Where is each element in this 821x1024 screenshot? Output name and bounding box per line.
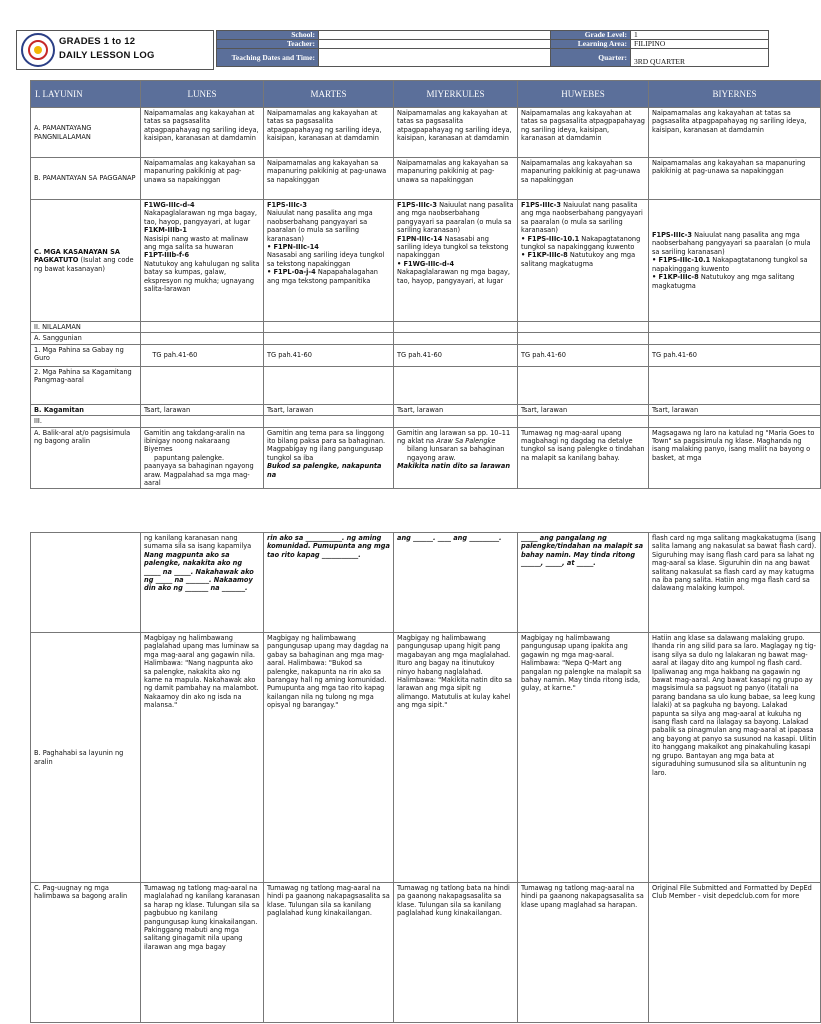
teaching-dates-field[interactable] [319, 49, 551, 67]
cell-mon [141, 427, 264, 489]
kasanayan-title: C. MGA KASANAYAN SA PAGKATUTO [34, 247, 120, 265]
competency-text: Natutukoy ang kahulugan ng salita batay sa kumpas, galaw, ekspresyon ng mukha; ugnayang salita-larawan [144, 259, 262, 294]
title-line-2: DAILY LESSON LOG [59, 50, 155, 61]
thursday-header: HUWEBES [518, 81, 649, 108]
cell-mon [141, 322, 264, 333]
competency-code: • F1PL-0a-j-4 [267, 268, 316, 277]
cell-fri: flash card ng mga salitang magkakatugma (isang salita lamang ang nakasulat sa bawat flash card). Siguruhing may isang flash card para sa lahat ng mag-aaral sa klase. Siguruhin din na ang bawat salitang nakasulat sa flash card ay may katugma na iba pang salita. Hatiin ang mga flash card sa dalawang malaking kumpol. [649, 533, 821, 633]
cell-fri [649, 416, 821, 427]
table-row [31, 158, 821, 200]
lesson-log-table [30, 80, 821, 489]
cell-thu [518, 333, 649, 344]
cell-fri: Naipamamalas ang kakayahan sa mapanuring pakikinig at pag-unawa sa napakinggan [649, 158, 821, 200]
table-row [31, 200, 821, 322]
cell-tue: TG pah.41-60 [264, 344, 394, 366]
cell-thu: Naipamamalas ang kakayahan sa mapanuring pakikinig at pag-unawa sa napakinggan [518, 158, 649, 200]
wednesday-header: MIYERKULES [394, 81, 518, 108]
cell-thu [518, 200, 649, 322]
cell-text: Gamitin ang larawan sa pp. 10–11 ng aklat na [397, 428, 513, 446]
cell-mon: Naipamamalas ang kakayahan sa mapanuring pakikinig at pag-unawa sa napakinggan [141, 158, 264, 200]
cell-fri [649, 366, 821, 404]
table-row [31, 108, 821, 158]
cell-mon: Tsart, larawan [141, 404, 264, 415]
cell-thu: Naipamamalas ang kakayahan at tatas sa pagsasalita atpagpapahayag ng sariling ideya, kaisipan, karanasan at damdamin [518, 108, 649, 158]
book-title: Araw Sa Palengke [436, 437, 496, 446]
cell-fri [649, 200, 821, 322]
page-2 [0, 532, 817, 1024]
cell-text: Bukod sa palengke, nakapunta na [267, 462, 384, 479]
cell-wed: Naipamamalas ang kakayahan sa mapanuring pakikinig at pag-unawa sa napakinggan [394, 158, 518, 200]
competency-code: • F1PN-IIIc-14 [267, 243, 319, 252]
cell-wed [394, 200, 518, 322]
competency-text: Nakapagtatanong tungkol sa napakinggang kuwento [652, 256, 810, 273]
cell-tue [264, 416, 394, 427]
row-label-pamantayan-sa-pagganap: B. PAMANTAYAN SA PAGGANAP [31, 158, 141, 200]
learning-area-field[interactable]: FILIPINO [631, 40, 769, 49]
cell-thu: Magbigay ng halimbawang pangungusap upang ipakita ang gagawin ng mga mag-aaral. Halimbawa: "Nepa Q-Mart ang pangalan ng palengke na malapit sa bahay namin. May tinda ritong isda, gulay, at karne." [518, 633, 649, 883]
cell-thu: TG pah.41-60 [518, 344, 649, 366]
title-line-1: GRADES 1 to 12 [59, 36, 136, 47]
cell-text: ng kanilang karanasan nang sumama sila sa isang kapamilya [144, 534, 252, 551]
cell-mon [141, 366, 264, 404]
row-label-pag-uugnay: C. Pag-uugnay ng mga halimbawa sa bagong aralin [31, 883, 141, 1023]
competency-code: F1KM-IIIb-1 [144, 226, 187, 235]
teacher-field[interactable] [319, 40, 551, 49]
competency-code: F1PS-IIIc-3 [652, 231, 693, 240]
table-row [31, 366, 821, 404]
competency-code: F1PS-IIIc-3 [267, 201, 308, 209]
school-label: School: [217, 31, 319, 40]
grade-level-label: Grade Level: [551, 31, 631, 40]
table-row [31, 416, 821, 427]
competency-text: Natutukoy ang mga salitang magkatugma [652, 273, 797, 290]
competency-text: Naiuulat nang pasalita ang mga naobserbahang pangyayari sa paaralan (o mula sa sariling karanasan) [267, 209, 375, 243]
cell-wed: Naipamamalas ang kakayahan at tatas sa pagsasalita atpagpapahayag ng sariling ideya, kaisipan, karanasan at damdamin [394, 108, 518, 158]
table-row [31, 404, 821, 415]
cell-text: papuntang palengke. [154, 453, 225, 462]
kasanayan-note: (Isulat ang code ng bawat kasanayan) [34, 256, 134, 273]
row-label-gabay-ng-guro: 1. Mga Pahina sa Gabay ng Guro [31, 344, 141, 366]
competency-text: Nasisipi nang wasto at malinaw ang mga salita sa huwaran [144, 234, 251, 252]
competency-text: Nakapaglalarawan ng mga bagay, tao, hayop, pangyayari, at lugar [144, 209, 260, 226]
row-label-iii: III. [31, 416, 141, 427]
cell-mon [141, 200, 264, 322]
cell-wed [394, 322, 518, 333]
cell-wed: Tumawag ng tatlong bata na hindi pa gaanong nakapagsasalita sa klase. Tulungan sila sa kanilang paglalahad kung kinakailangan. [394, 883, 518, 1023]
cell-fri [649, 322, 821, 333]
cell-fri: Tsart, larawan [649, 404, 821, 415]
day-header-row [31, 81, 821, 108]
competency-text: Napapahalagahan ang mga tekstong pampanitika [267, 268, 381, 285]
cell-wed [394, 416, 518, 427]
cell-tue: Tumawag ng tatlong mag-aaral na hindi pa gaanong nakapagsasalita sa klase. Tulungan sila sa kanilang paglalahad kung kinakailangan. [264, 883, 394, 1023]
row-label-kagamitang-pangmag-aaral: 2. Mga Pahina sa Kagamitang Pangmag-aaral [31, 366, 141, 404]
row-label-kagamitan: B. Kagamitan [31, 404, 141, 415]
cell-wed [394, 333, 518, 344]
deped-seal-icon [21, 33, 55, 67]
cell-wed: ang ______. ____ ang _________. [394, 533, 518, 633]
teacher-label: Teacher: [217, 40, 319, 49]
cell-text: bilang lunsaran sa bahaginan ngayong araw. [407, 445, 507, 462]
competency-code: F1PS-IIIc-3 [521, 201, 562, 209]
row-label-sanggunian: A. Sanggunian [31, 333, 141, 344]
cell-thu: Tsart, larawan [518, 404, 649, 415]
cell-mon: TG pah.41-60 [141, 344, 264, 366]
table-row [31, 322, 821, 333]
competency-text: Nasasabi ang sariling ideya tungkol sa tekstong napakinggan [397, 234, 511, 260]
row-label-paghahabi: B. Paghahabi sa layunin ng aralin [31, 633, 141, 883]
competency-text: Natutukoy ang mga salitang magkatugma [521, 251, 638, 268]
row-label-empty [31, 533, 141, 633]
cell-tue: Naipamamalas ang kakayahan sa mapanuring pakikinig at pag-unawa sa napakinggan [264, 158, 394, 200]
cell-tue [264, 200, 394, 322]
learning-area-label: Learning Area: [551, 40, 631, 49]
friday-header: BIYERNES [649, 81, 821, 108]
cell-text: Nang magpunta ako sa palengke, nakakita ako ng _____ na _____. Nakahawak ako ng _____ na _______. Nakaamoy din ako ng _______ na _______. [144, 550, 257, 593]
competency-code: • F1PS-IIIc-10.1 [652, 256, 711, 265]
cell-tue [264, 322, 394, 333]
row-label-pamantayang-pangnilalaman: A. PAMANTAYANG PANGNILALAMAN [31, 108, 141, 158]
cell-mon: Naipamamalas ang kakayahan at tatas sa pagsasalita atpagpapahayag ng sariling ideya, kaisipan, karanasan at damdamin [141, 108, 264, 158]
cell-wed: Magbigay ng halimbawang pangungusap upang higit pang magabayan ang mga maglalahad. Ituro ang bagay na itinutukoy ninyo habang naglalahad. Halimbawa: "Makikita natin dito sa larawan ang mga sipit ng alimango. Matutulis at kulay kahel ang mga sipit." [394, 633, 518, 883]
table-row [31, 883, 821, 1023]
quarter-label: Quarter: [551, 49, 631, 67]
cell-thu [518, 416, 649, 427]
cell-fri: TG pah.41-60 [649, 344, 821, 366]
competency-text: Nakapagtatanong tungkol sa napakinggang kuwento [521, 234, 643, 252]
cell-tue [264, 366, 394, 404]
cell-tue: Naipamamalas ang kakayahan at tatas sa pagsasalita atpagpapahayag ng sariling ideya, kaisipan, karanasan at damdamin [264, 108, 394, 158]
cell-mon [141, 333, 264, 344]
row-label-balik-aral: A. Balik-aral at/o pagsisimula ng bagong aralin [31, 427, 141, 489]
competency-code: • F1KP-IIIc-8 [521, 251, 568, 260]
lesson-log-table-continued [30, 532, 821, 1023]
cell-thu: Tumawag ng tatlong mag-aaral na hindi pa gaanong nakapagsasalita sa klase upang maglahad sa harapan. [518, 883, 649, 1023]
cell-text: Makikita natin dito sa larawan [397, 462, 511, 471]
competency-code: • F1WG-IIIc-d-4 [397, 259, 455, 268]
cell-mon: Tumawag ng tatlong mag-aaral na maglalahad ng kanilang karanasan sa harap ng klase. Tulungan sila sa pagbubuo ng kanilang pangungusap kung kinakailangan. Pakinggang mabuti ang mga salitang ginagamit nila upang ilarawan ang mga bagay [141, 883, 264, 1023]
school-field[interactable] [319, 31, 551, 40]
monday-header: LUNES [141, 81, 264, 108]
competency-code: • F1PS-IIIc-10.1 [521, 234, 580, 243]
cell-thu [518, 322, 649, 333]
table-row [31, 533, 821, 633]
cell-tue: Tsart, larawan [264, 404, 394, 415]
grade-level-field[interactable]: 1 [631, 31, 769, 40]
cell-fri: Magsagawa ng laro na katulad ng "Maria Goes to Town" sa pagsisimula ng klase. Maghanda ng isang malaking panyo, isang maliit na bayong o basket, at mga [649, 427, 821, 489]
competency-code: F1PS-IIIc-3 [397, 201, 438, 209]
competency-code: F1PN-IIIc-14 [397, 234, 443, 243]
cell-wed: Tsart, larawan [394, 404, 518, 415]
document-title [59, 35, 155, 63]
competency-text: Nasasabi ang sariling ideya tungkol sa tekstong napakinggan [267, 251, 387, 268]
row-label-kasanayan [31, 200, 141, 322]
teaching-dates-label: Teaching Dates and Time: [217, 49, 319, 67]
cell-text: Gamitin ang tema para sa linggong ito bilang paksa para sa bahaginan. Magpabigay ng ilang pangungusap tungkol sa iba [267, 428, 388, 462]
cell-text: paanyaya sa bahaginan ngayong araw. Magpalahad sa mga mag-aaral [144, 462, 256, 488]
cell-fri: Hatiin ang klase sa dalawang malaking grupo. Ihanda rin ang silid para sa laro. Maglagay ng tig-isang silya sa dulo ng lalakaran ng bawat mag-aaral at ilagay dito ang kumpol ng flash card. Ipaliwanag ang mga hakbang na gagawin ng bawat mag-aaral. Ang bawat kasapi ng grupo ay magsisimula sa pagsuot ng panyo (itatali na parang bandana sa ulo kung babae, sa leeg kung lalaki) at sa pagkuha ng bayong. Lalakad papunta sa silya ang mag-aaral at kukuha ng isang flash card na ilalagay sa bayong. Lalakad pabalik sa pinagmulan ang mag-aaral at ipapasa ang bayong at panyo sa susunod na kasapi. Ulitin ito hanggang makaikot ang pinakahuling kasapi ng grupo. Bantayan ang mga bata at siguraduhing sumusunod sila sa alituntunin ng laro. [649, 633, 821, 883]
competency-code: F1WG-IIIc-d-4 [144, 201, 195, 209]
cell-tue [264, 427, 394, 489]
quarter-field[interactable]: 3RD QUARTER [631, 49, 769, 67]
tuesday-header: MARTES [264, 81, 394, 108]
cell-fri [649, 333, 821, 344]
cell-wed [394, 427, 518, 489]
table-row [31, 633, 821, 883]
header-info-table [216, 30, 769, 67]
header-title-box [16, 30, 214, 70]
cell-wed: TG pah.41-60 [394, 344, 518, 366]
table-row [31, 333, 821, 344]
table-row [31, 344, 821, 366]
table-row [31, 427, 821, 489]
cell-tue [264, 333, 394, 344]
cell-tue: rin ako sa ___________. ng aming komunidad. Pumupunta ang mga tao rito kapag ___________. [264, 533, 394, 633]
cell-fri: Original File Submitted and Formatted by DepEd Club Member - visit depedclub.com for more [649, 883, 821, 1023]
cell-text: Gamitin ang takdang-aralin na ibinigay noong nakaraang Biyernes [144, 428, 248, 454]
cell-mon [141, 533, 264, 633]
cell-mon: Magbigay ng halimbawang paglalahad upang mas luminaw sa mga mag-aaral ang gagawin nila. Halimbawa: "Nang nagpunta ako sa palengke, nakakita ako ng kame na mapula. Nakahawak ako ng damit pambahay na malambot. Nakaamoy din ako ng isda na malansa." [141, 633, 264, 883]
cell-wed [394, 366, 518, 404]
competency-code: • F1KP-IIIc-8 [652, 273, 699, 282]
cell-thu [518, 366, 649, 404]
competency-text: Nakapaglalarawan ng mga bagay, tao, hayop, pangyayari, at lugar [397, 259, 513, 285]
cell-thu: Tumawag ng mag-aaral upang magbahagi ng dagdag na detalye tungkol sa isang palengke o tindahan na malapit sa kanilang bahay. [518, 427, 649, 489]
cell-tue: Magbigay ng halimbawang pangungusap upang may dagdag na gabay sa bahaginan ang mga mag-aaral. Halimbawa: "Bukod sa palengke, nakapunta na rin ako sa barangay hall ng aming komunidad. Pumupunta ang mga tao rito kapag kailangan nila ng tulong ng mga opisyal ng barangay." [264, 633, 394, 883]
page-1 [0, 0, 815, 488]
cell-fri: Naipamamalas ang kakayahan at tatas sa pagsasalita atpagpapahayag ng sariling ideya, kaisipan, karanasan at damdamin [649, 108, 821, 158]
competency-text: Naiuulat nang pasalita ang mga naobserbahang pangyayari sa paaralan (o mula sa sariling karanasan) [521, 201, 645, 235]
competency-text: Naiuulat nang pasalita ang mga naobserbahang pangyayari sa paaralan (o mula sa sariling karanasan) [397, 201, 516, 235]
row-label-nilalaman: II. NILALAMAN [31, 322, 141, 333]
competency-code: F1PT-IIIb-f-6 [144, 251, 190, 260]
competency-text: Naiuulat nang pasalita ang mga naobserbahang pangyayari sa paaralan (o mula sa sariling karanasan) [652, 231, 813, 256]
cell-thu: _____ ang pangalang ng palengke/tindahan na malapit sa bahay namin. May tinda ritong ______, _____, at _____. [518, 533, 649, 633]
cell-mon [141, 416, 264, 427]
layunin-header: I. LAYUNIN [31, 81, 141, 108]
